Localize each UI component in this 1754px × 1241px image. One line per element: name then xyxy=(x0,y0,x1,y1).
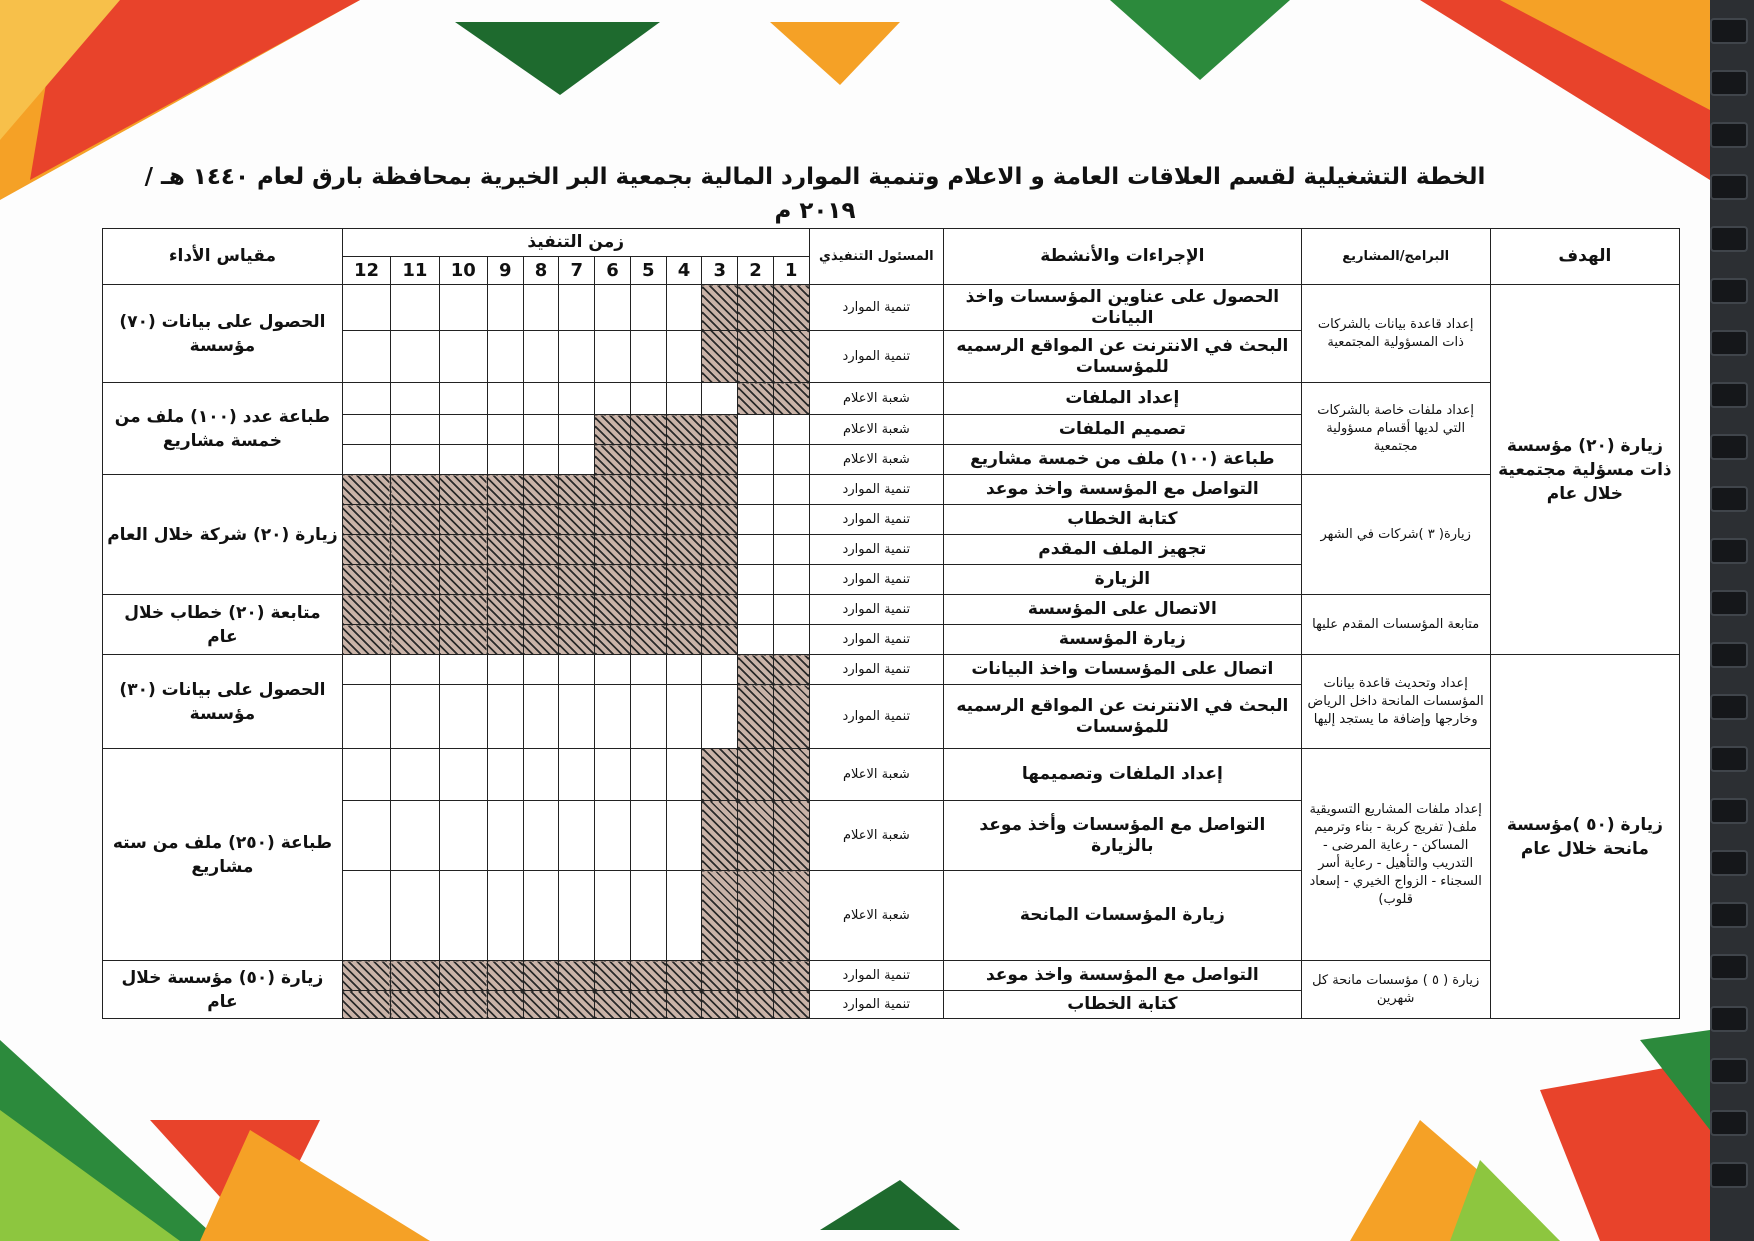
month-cell xyxy=(391,535,439,565)
month-cell xyxy=(487,991,523,1019)
activity-cell: طباعة (١٠٠) ملف من خمسة مشاريع xyxy=(944,445,1301,475)
month-cell xyxy=(487,871,523,961)
month-cell xyxy=(342,505,390,535)
month-cell xyxy=(559,801,595,871)
month-cell xyxy=(773,475,809,505)
month-cell xyxy=(666,655,702,685)
month-cell xyxy=(439,685,487,749)
kpi-cell: زيارة (٥٠) مؤسسة خلال عام xyxy=(103,961,343,1019)
month-cell xyxy=(439,871,487,961)
month-cell xyxy=(439,655,487,685)
responsible-cell: تنمية الموارد xyxy=(809,961,944,991)
month-cell xyxy=(559,749,595,801)
month-cell xyxy=(391,475,439,505)
month-cell xyxy=(666,383,702,415)
month-cell xyxy=(439,415,487,445)
month-cell xyxy=(630,749,666,801)
month-cell xyxy=(439,475,487,505)
month-cell xyxy=(738,331,774,383)
month-cell xyxy=(773,685,809,749)
month-cell xyxy=(702,801,738,871)
kpi-cell: طباعة عدد (١٠٠) ملف من خمسة مشاريع xyxy=(103,383,343,475)
month-cell xyxy=(523,415,559,445)
month-cell xyxy=(391,801,439,871)
month-cell xyxy=(702,625,738,655)
month-cell xyxy=(559,535,595,565)
activity-cell: الحصول على عناوين المؤسسات واخذ البيانات xyxy=(944,285,1301,331)
month-cell xyxy=(773,285,809,331)
activity-cell: التواصل مع المؤسسة واخذ موعد xyxy=(944,475,1301,505)
month-cell xyxy=(666,445,702,475)
month-cell xyxy=(702,595,738,625)
month-cell xyxy=(523,625,559,655)
month-cell xyxy=(439,961,487,991)
activity-cell: كتابة الخطاب xyxy=(944,991,1301,1019)
month-cell xyxy=(487,961,523,991)
month-cell xyxy=(630,685,666,749)
month-cell xyxy=(487,595,523,625)
month-header: 7 xyxy=(559,257,595,285)
operational-plan-table xyxy=(102,228,1680,1019)
month-cell xyxy=(773,801,809,871)
month-cell xyxy=(487,415,523,445)
month-cell xyxy=(773,625,809,655)
month-cell xyxy=(487,749,523,801)
month-cell xyxy=(487,505,523,535)
month-cell xyxy=(439,505,487,535)
month-cell xyxy=(666,991,702,1019)
month-cell xyxy=(773,415,809,445)
responsible-cell: شعبة الاعلام xyxy=(809,871,944,961)
month-cell xyxy=(342,331,390,383)
month-cell xyxy=(595,625,631,655)
month-cell xyxy=(439,801,487,871)
activity-cell: الاتصال على المؤسسة xyxy=(944,595,1301,625)
month-cell xyxy=(523,685,559,749)
month-cell xyxy=(559,475,595,505)
month-cell xyxy=(595,285,631,331)
table-row xyxy=(103,655,1680,685)
month-cell xyxy=(738,285,774,331)
month-cell xyxy=(595,991,631,1019)
month-cell xyxy=(342,685,390,749)
month-cell xyxy=(595,505,631,535)
month-cell xyxy=(559,565,595,595)
month-cell xyxy=(523,535,559,565)
table-row xyxy=(103,475,1680,505)
month-cell xyxy=(630,871,666,961)
month-cell xyxy=(738,383,774,415)
month-cell xyxy=(773,445,809,475)
month-cell xyxy=(666,505,702,535)
month-header: 8 xyxy=(523,257,559,285)
month-cell xyxy=(773,565,809,595)
month-header: 1 xyxy=(773,257,809,285)
month-cell xyxy=(523,565,559,595)
month-cell xyxy=(702,445,738,475)
month-cell xyxy=(342,565,390,595)
activity-cell: البحث في الانترنت عن المواقع الرسميه للمؤسسات xyxy=(944,685,1301,749)
month-cell xyxy=(702,505,738,535)
month-cell xyxy=(559,505,595,535)
month-cell xyxy=(595,595,631,625)
month-cell xyxy=(702,565,738,595)
month-cell xyxy=(487,445,523,475)
month-cell xyxy=(391,625,439,655)
month-cell xyxy=(666,625,702,655)
month-cell xyxy=(439,991,487,1019)
month-cell xyxy=(342,991,390,1019)
month-cell xyxy=(773,505,809,535)
month-cell xyxy=(738,685,774,749)
table-row xyxy=(103,749,1680,801)
month-cell xyxy=(595,749,631,801)
month-cell xyxy=(630,285,666,331)
responsible-cell: شعبة الاعلام xyxy=(809,445,944,475)
month-cell xyxy=(630,991,666,1019)
month-cell xyxy=(487,655,523,685)
month-cell xyxy=(391,685,439,749)
title-line: الخطة التشغيلية لقسم العلاقات العامة و الاعلام وتنمية الموارد المالية بجمعية البر الخيرية بمحافظة بارق لعام ١٤٤٠ هـ / ٢٠١٩ م xyxy=(144,164,1486,224)
month-cell xyxy=(738,749,774,801)
month-cell xyxy=(487,685,523,749)
activity-cell: التواصل مع المؤسسة واخذ موعد xyxy=(944,961,1301,991)
month-cell xyxy=(559,331,595,383)
month-cell xyxy=(630,415,666,445)
month-cell xyxy=(738,991,774,1019)
month-header: 4 xyxy=(666,257,702,285)
month-cell xyxy=(342,655,390,685)
month-cell xyxy=(559,961,595,991)
month-cell xyxy=(487,331,523,383)
goal-cell: زيارة (٥٠ )مؤسسة مانحة خلال عام xyxy=(1490,655,1679,1019)
month-cell xyxy=(559,595,595,625)
responsible-cell: تنمية الموارد xyxy=(809,595,944,625)
month-header: 2 xyxy=(738,257,774,285)
month-cell xyxy=(391,415,439,445)
month-cell xyxy=(391,331,439,383)
month-cell xyxy=(595,565,631,595)
month-cell xyxy=(595,383,631,415)
month-header: 6 xyxy=(595,257,631,285)
month-cell xyxy=(595,475,631,505)
month-cell xyxy=(559,445,595,475)
month-cell xyxy=(773,749,809,801)
month-cell xyxy=(595,331,631,383)
activity-cell: زيارة المؤسسات المانحة xyxy=(944,871,1301,961)
month-cell xyxy=(630,535,666,565)
month-cell xyxy=(439,285,487,331)
month-cell xyxy=(523,871,559,961)
month-cell xyxy=(702,871,738,961)
month-cell xyxy=(702,685,738,749)
month-cell xyxy=(487,535,523,565)
table-row xyxy=(103,961,1680,991)
month-cell xyxy=(702,475,738,505)
month-cell xyxy=(391,749,439,801)
month-cell xyxy=(391,383,439,415)
header-responsible: المسئول التنفيذي xyxy=(809,229,944,285)
month-cell xyxy=(439,565,487,595)
month-cell xyxy=(738,595,774,625)
month-cell xyxy=(559,383,595,415)
month-cell xyxy=(630,961,666,991)
month-cell xyxy=(559,685,595,749)
month-cell xyxy=(523,801,559,871)
month-cell xyxy=(439,595,487,625)
table-row xyxy=(103,383,1680,415)
month-cell xyxy=(523,331,559,383)
month-cell xyxy=(702,331,738,383)
month-cell xyxy=(666,535,702,565)
month-cell xyxy=(391,961,439,991)
program-cell: زيارة( ٣ )شركات في الشهر xyxy=(1301,475,1490,595)
program-cell: زيارة ( ٥ ) مؤسسات مانحة كل شهرين xyxy=(1301,961,1490,1019)
responsible-cell: تنمية الموارد xyxy=(809,685,944,749)
program-cell: إعداد ملفات المشاريع التسويقية ملف( تفريج كربة - بناء وترميم المساكن - رعاية المرضى - التدريب والتأهيل - رعاية أسر السجناء - الزواج الخيري - إسعاد قلوب) xyxy=(1301,749,1490,961)
month-cell xyxy=(342,415,390,445)
month-cell xyxy=(630,655,666,685)
header-goal: الهدف xyxy=(1490,229,1679,285)
responsible-cell: تنمية الموارد xyxy=(809,535,944,565)
month-cell xyxy=(523,445,559,475)
month-cell xyxy=(773,655,809,685)
month-header: 12 xyxy=(342,257,390,285)
month-cell xyxy=(595,685,631,749)
month-cell xyxy=(630,625,666,655)
month-cell xyxy=(738,565,774,595)
month-cell xyxy=(559,871,595,961)
responsible-cell: تنمية الموارد xyxy=(809,475,944,505)
responsible-cell: تنمية الموارد xyxy=(809,505,944,535)
kpi-cell: الحصول على بيانات (٧٠) مؤسسة xyxy=(103,285,343,383)
kpi-cell: زيارة (٢٠) شركة خلال العام xyxy=(103,475,343,595)
month-cell xyxy=(391,991,439,1019)
month-cell xyxy=(559,655,595,685)
month-cell xyxy=(738,655,774,685)
month-cell xyxy=(738,535,774,565)
responsible-cell: شعبة الاعلام xyxy=(809,383,944,415)
month-cell xyxy=(702,285,738,331)
program-cell: إعداد قاعدة بيانات بالشركات ذات المسؤولية المجتمعية xyxy=(1301,285,1490,383)
month-header: 11 xyxy=(391,257,439,285)
month-cell xyxy=(523,961,559,991)
month-cell xyxy=(342,285,390,331)
header-program: البرامج/المشاريع xyxy=(1301,229,1490,285)
month-cell xyxy=(666,415,702,445)
month-cell xyxy=(391,445,439,475)
month-cell xyxy=(738,625,774,655)
month-cell xyxy=(702,535,738,565)
month-cell xyxy=(487,285,523,331)
responsible-cell: تنمية الموارد xyxy=(809,655,944,685)
month-cell xyxy=(666,749,702,801)
month-cell xyxy=(595,871,631,961)
month-cell xyxy=(773,961,809,991)
month-cell xyxy=(630,475,666,505)
activity-cell: التواصل مع المؤسسات وأخذ موعد بالزيارة xyxy=(944,801,1301,871)
month-cell xyxy=(523,655,559,685)
activity-cell: الزيارة xyxy=(944,565,1301,595)
responsible-cell: تنمية الموارد xyxy=(809,565,944,595)
document-title xyxy=(120,160,1550,228)
month-cell xyxy=(523,285,559,331)
table-row xyxy=(103,285,1680,331)
month-cell xyxy=(702,655,738,685)
spiral-binding xyxy=(1710,0,1754,1241)
month-cell xyxy=(595,445,631,475)
month-header: 5 xyxy=(630,257,666,285)
month-cell xyxy=(439,331,487,383)
table-row xyxy=(103,595,1680,625)
month-cell xyxy=(595,961,631,991)
kpi-cell: طباعة (٢٥٠) ملف من سته مشاريع xyxy=(103,749,343,961)
month-cell xyxy=(702,961,738,991)
month-cell xyxy=(773,595,809,625)
kpi-cell: متابعة (٢٠) خطاب خلال عام xyxy=(103,595,343,655)
month-cell xyxy=(773,991,809,1019)
month-cell xyxy=(738,475,774,505)
month-cell xyxy=(439,445,487,475)
activity-cell: إعداد الملفات xyxy=(944,383,1301,415)
responsible-cell: تنمية الموارد xyxy=(809,331,944,383)
month-header: 3 xyxy=(702,257,738,285)
month-cell xyxy=(773,535,809,565)
kpi-cell: الحصول على بيانات (٣٠) مؤسسة xyxy=(103,655,343,749)
month-cell xyxy=(666,285,702,331)
month-cell xyxy=(559,625,595,655)
month-cell xyxy=(559,285,595,331)
month-cell xyxy=(342,475,390,505)
month-cell xyxy=(342,383,390,415)
month-cell xyxy=(487,625,523,655)
month-cell xyxy=(702,749,738,801)
month-cell xyxy=(523,595,559,625)
month-cell xyxy=(666,685,702,749)
month-cell xyxy=(738,505,774,535)
month-cell xyxy=(391,595,439,625)
month-cell xyxy=(595,655,631,685)
month-cell xyxy=(738,871,774,961)
month-cell xyxy=(738,415,774,445)
month-cell xyxy=(391,655,439,685)
month-cell xyxy=(523,991,559,1019)
header-activity: الإجراءات والأنشطة xyxy=(944,229,1301,285)
activity-cell: تصميم الملفات xyxy=(944,415,1301,445)
month-cell xyxy=(391,285,439,331)
month-cell xyxy=(630,801,666,871)
month-cell xyxy=(666,475,702,505)
month-cell xyxy=(391,871,439,961)
month-cell xyxy=(559,415,595,445)
month-cell xyxy=(666,801,702,871)
month-cell xyxy=(595,801,631,871)
month-cell xyxy=(342,625,390,655)
month-cell xyxy=(738,801,774,871)
activity-cell: زيارة المؤسسة xyxy=(944,625,1301,655)
activity-cell: اتصال على المؤسسات واخذ البيانات xyxy=(944,655,1301,685)
month-cell xyxy=(342,595,390,625)
month-cell xyxy=(342,749,390,801)
month-cell xyxy=(702,991,738,1019)
month-cell xyxy=(342,801,390,871)
month-cell xyxy=(342,535,390,565)
program-cell: متابعة المؤسسات المقدم عليها xyxy=(1301,595,1490,655)
month-cell xyxy=(439,749,487,801)
month-cell xyxy=(342,961,390,991)
header-timeline: زمن التنفيذ xyxy=(342,229,809,257)
month-header: 10 xyxy=(439,257,487,285)
activity-cell: إعداد الملفات وتصميمها xyxy=(944,749,1301,801)
month-cell xyxy=(342,445,390,475)
activity-cell: البحث في الانترنت عن المواقع الرسميه للمؤسسات xyxy=(944,331,1301,383)
month-cell xyxy=(630,445,666,475)
goal-cell: زيارة (٢٠) مؤسسة ذات مسؤلية مجتمعية خلال عام xyxy=(1490,285,1679,655)
month-cell xyxy=(487,801,523,871)
month-cell xyxy=(738,961,774,991)
responsible-cell: تنمية الموارد xyxy=(809,625,944,655)
month-cell xyxy=(342,871,390,961)
month-cell xyxy=(487,383,523,415)
month-cell xyxy=(487,475,523,505)
responsible-cell: تنمية الموارد xyxy=(809,285,944,331)
month-cell xyxy=(630,383,666,415)
month-cell xyxy=(439,535,487,565)
month-cell xyxy=(666,331,702,383)
month-cell xyxy=(630,505,666,535)
month-cell xyxy=(523,475,559,505)
month-cell xyxy=(666,565,702,595)
activity-cell: كتابة الخطاب xyxy=(944,505,1301,535)
responsible-cell: شعبة الاعلام xyxy=(809,749,944,801)
month-cell xyxy=(391,505,439,535)
month-cell xyxy=(666,871,702,961)
month-cell xyxy=(773,871,809,961)
month-cell xyxy=(630,565,666,595)
month-cell xyxy=(666,961,702,991)
month-cell xyxy=(666,595,702,625)
responsible-cell: شعبة الاعلام xyxy=(809,801,944,871)
month-cell xyxy=(630,595,666,625)
month-cell xyxy=(630,331,666,383)
responsible-cell: تنمية الموارد xyxy=(809,991,944,1019)
month-cell xyxy=(439,625,487,655)
header-kpi: مقياس الأداء xyxy=(103,229,343,285)
activity-cell: تجهيز الملف المقدم xyxy=(944,535,1301,565)
month-cell xyxy=(523,383,559,415)
month-cell xyxy=(738,445,774,475)
month-cell xyxy=(702,415,738,445)
month-header: 9 xyxy=(487,257,523,285)
month-cell xyxy=(773,383,809,415)
month-cell xyxy=(559,991,595,1019)
month-cell xyxy=(595,415,631,445)
program-cell: إعداد ملفات خاصة بالشركات التي لديها أقسام مسؤولية مجتمعية xyxy=(1301,383,1490,475)
month-cell xyxy=(773,331,809,383)
month-cell xyxy=(523,749,559,801)
responsible-cell: شعبة الاعلام xyxy=(809,415,944,445)
month-cell xyxy=(702,383,738,415)
program-cell: إعداد وتحديث قاعدة بيانات المؤسسات المانحة داخل الرياض وخارجها وإضافة ما يستجد إليها xyxy=(1301,655,1490,749)
month-cell xyxy=(595,535,631,565)
month-cell xyxy=(487,565,523,595)
month-cell xyxy=(523,505,559,535)
month-cell xyxy=(439,383,487,415)
month-cell xyxy=(391,565,439,595)
